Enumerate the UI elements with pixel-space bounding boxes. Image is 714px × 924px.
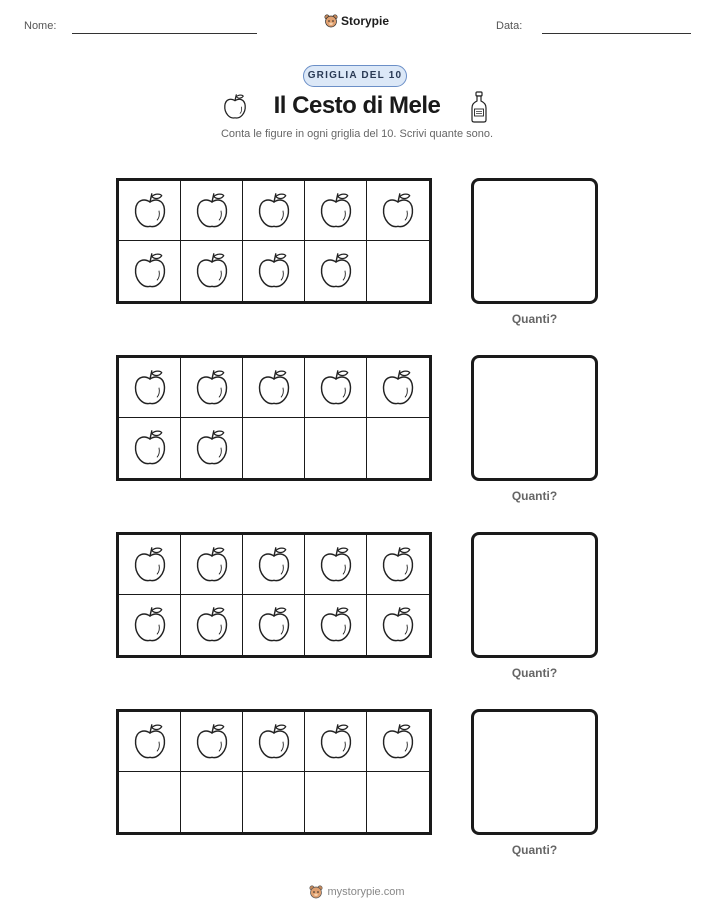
apple-icon	[318, 605, 354, 645]
ten-frame-cell	[181, 712, 243, 772]
date-line[interactable]	[542, 33, 691, 34]
ten-frame-cell	[305, 712, 367, 772]
answer-label-1: Quanti?	[511, 312, 558, 326]
apple-icon	[194, 251, 230, 291]
ten-frame-cell	[305, 772, 367, 832]
answer-box-3[interactable]	[471, 532, 598, 658]
apple-icon	[318, 251, 354, 291]
answer-label-3: Quanti?	[511, 666, 558, 680]
name-line[interactable]	[72, 33, 257, 34]
ten-frame-cell	[243, 772, 305, 832]
ten-frame-cell	[367, 418, 429, 478]
apple-icon	[194, 605, 230, 645]
ten-frame-cell	[367, 241, 429, 301]
ten-frame-cell	[305, 358, 367, 418]
ten-frame-cell	[243, 595, 305, 655]
apple-icon	[380, 545, 416, 585]
apple-icon	[256, 545, 292, 585]
ten-frame-cell	[119, 358, 181, 418]
apple-icon	[256, 722, 292, 762]
ten-frame-cell	[119, 712, 181, 772]
ten-frame-cell	[181, 358, 243, 418]
apple-icon	[194, 722, 230, 762]
ten-frame-4	[116, 709, 432, 835]
apple-icon	[256, 605, 292, 645]
ten-frame-cell	[367, 358, 429, 418]
apple-icon	[132, 605, 168, 645]
footer	[0, 885, 714, 899]
ten-frame-cell	[243, 181, 305, 241]
brand-name: Storypie	[341, 14, 390, 28]
apple-icon	[194, 191, 230, 231]
name-label: Nome:	[24, 20, 57, 32]
ten-frame-cell	[119, 241, 181, 301]
ten-frame-cell	[119, 772, 181, 832]
ten-frame-cell	[367, 712, 429, 772]
ten-frame-cell	[181, 241, 243, 301]
bear-logo-icon	[324, 14, 338, 28]
apple-icon	[132, 251, 168, 291]
apple-icon	[132, 428, 168, 468]
ten-frame-cell	[181, 418, 243, 478]
apple-icon	[132, 545, 168, 585]
apple-icon	[318, 191, 354, 231]
apple-icon	[256, 251, 292, 291]
bottle-icon	[470, 91, 488, 128]
worksheet-badge: GRIGLIA DEL 10	[303, 65, 407, 87]
ten-frame-cell	[305, 241, 367, 301]
answer-box-2[interactable]	[471, 355, 598, 481]
answer-box-4[interactable]	[471, 709, 598, 835]
ten-frame-cell	[305, 181, 367, 241]
brand-logo	[324, 14, 389, 28]
apple-icon	[132, 191, 168, 231]
ten-frame-cell	[305, 418, 367, 478]
answer-box-1[interactable]	[471, 178, 598, 304]
ten-frame-cell	[367, 535, 429, 595]
date-label: Data:	[496, 20, 523, 32]
ten-frame-cell	[305, 595, 367, 655]
ten-frame-cell	[181, 181, 243, 241]
apple-icon	[132, 722, 168, 762]
ten-frame-cell	[119, 418, 181, 478]
apple-icon	[194, 368, 230, 408]
ten-frame-cell	[243, 535, 305, 595]
apple-icon	[256, 191, 292, 231]
apple-icon	[318, 368, 354, 408]
ten-frame-cell	[243, 712, 305, 772]
ten-frame-cell	[181, 535, 243, 595]
apple-icon	[132, 368, 168, 408]
answer-label-4: Quanti?	[511, 843, 558, 857]
ten-frame-cell	[181, 772, 243, 832]
ten-frame-cell	[305, 535, 367, 595]
ten-frame-cell	[181, 595, 243, 655]
apple-icon	[318, 545, 354, 585]
ten-frame-cell	[243, 358, 305, 418]
ten-frame-cell	[243, 241, 305, 301]
ten-frame-cell	[367, 595, 429, 655]
ten-frame-cell	[367, 181, 429, 241]
apple-icon	[194, 428, 230, 468]
ten-frame-cell	[367, 772, 429, 832]
ten-frame-3	[116, 532, 432, 658]
page-title: Il Cesto di Mele	[273, 92, 441, 119]
footer-url[interactable]: mystorypie.com	[327, 886, 405, 898]
apple-icon	[256, 368, 292, 408]
ten-frame-cell	[119, 181, 181, 241]
ten-frame-cell	[243, 418, 305, 478]
apple-icon	[380, 191, 416, 231]
apple-icon	[194, 545, 230, 585]
ten-frame-1	[116, 178, 432, 304]
ten-frame-cell	[119, 595, 181, 655]
apple-icon	[318, 722, 354, 762]
bear-logo-icon	[309, 885, 323, 899]
instructions: Conta le figure in ogni griglia del 10. Scrivi quante sono.	[220, 128, 494, 140]
ten-frame-2	[116, 355, 432, 481]
apple-icon	[380, 605, 416, 645]
apple-icon	[380, 368, 416, 408]
ten-frame-cell	[119, 535, 181, 595]
answer-label-2: Quanti?	[511, 489, 558, 503]
apple-icon	[380, 722, 416, 762]
